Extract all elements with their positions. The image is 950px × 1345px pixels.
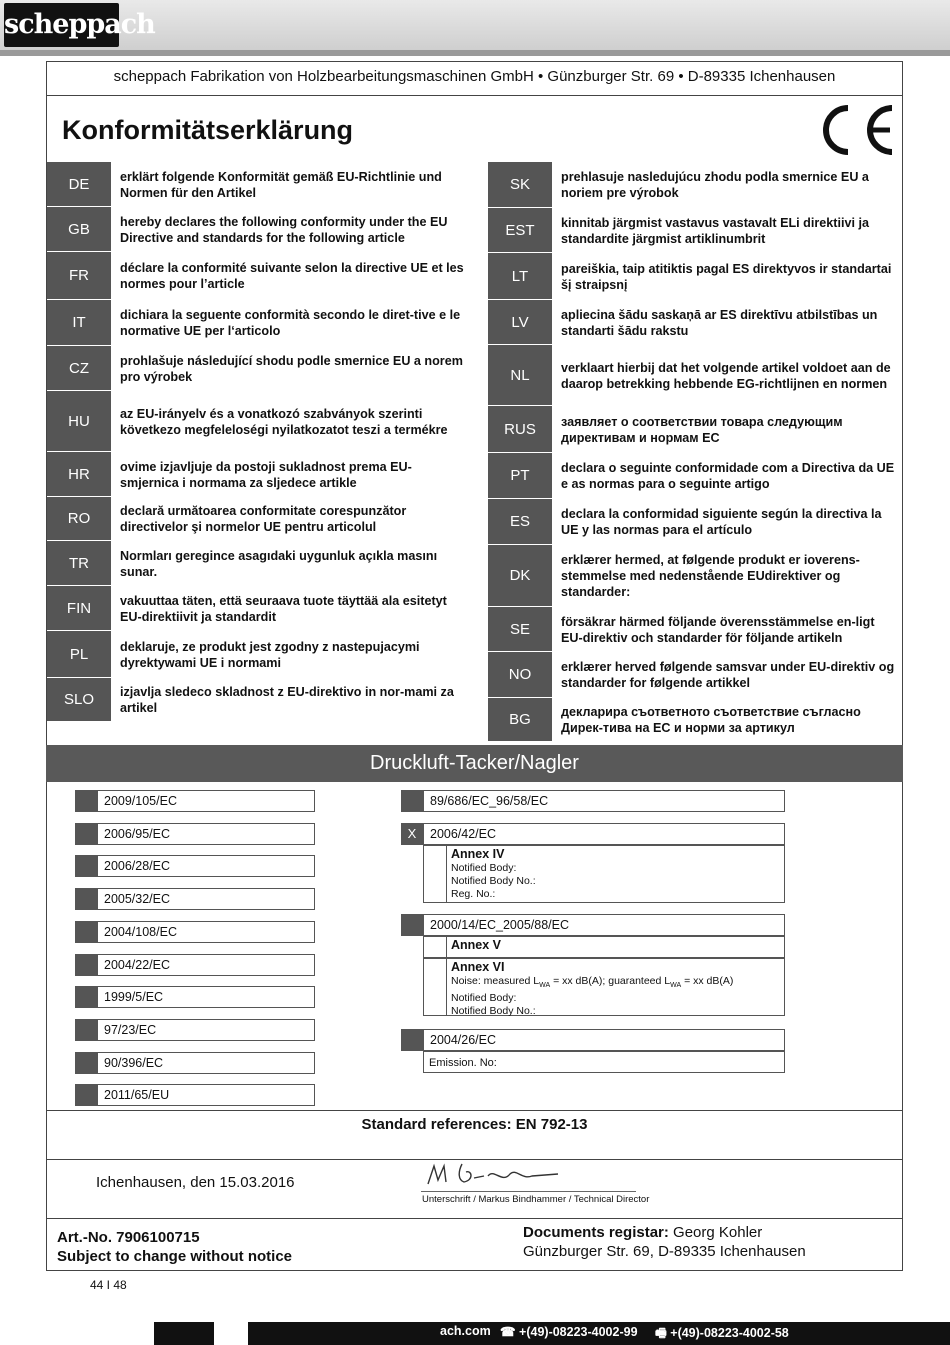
directive-checkbox[interactable] bbox=[401, 914, 423, 936]
footer-phone: ☎ +(49)-08223-4002-99 bbox=[500, 1325, 638, 1339]
language-code: HU bbox=[47, 391, 111, 451]
language-declaration-text: vakuuttaa täten, että seuraava tuote täyttää ala esitetyt EU-direktiivit ja standardit bbox=[120, 593, 447, 624]
language-declaration-text: ovime izjavljuje da postoji sukladnost prema EU-smjernica i normama za sljedece artikle bbox=[120, 459, 412, 490]
directive-checkbox[interactable] bbox=[75, 790, 97, 812]
language-declaration-text: az EU-irányelv és a vonatkozó szabványok szerinti következo megfeleloségi nyilatkozatot teszi a termékre bbox=[120, 406, 448, 437]
directive-checkbox[interactable] bbox=[75, 888, 97, 910]
language-declaration-text: заявляет о соответствии товара следующим директивам и нормам ЕС bbox=[561, 414, 843, 445]
language-declaration-text: hereby declares the following conformity under the EU Directive and standards for the following article bbox=[120, 214, 448, 245]
ce-mark-icon bbox=[812, 100, 896, 160]
directive-label: 2009/105/EC bbox=[97, 790, 315, 812]
language-declaration-text: prehlasuje nasledujúcu zhodu podla smernice EU a noriem pre výrobok bbox=[561, 170, 869, 200]
language-declaration-text: déclare la conformité suivante selon la directive UE et les normes pour l’article bbox=[120, 261, 464, 291]
language-code: SK bbox=[488, 162, 552, 207]
language-declaration-text: erklærer herved følgende samsvar under EU-direktiv og standarder for følgende artikkel bbox=[561, 660, 895, 690]
language-declaration-text: декларира съответното съответствие съгласно Дирек-тива на ЕС и норми за артикул bbox=[561, 705, 861, 735]
language-code: LV bbox=[488, 300, 552, 344]
language-declaration-text: izjavlja sledeco skladnost z EU-direktivo in nor-mami za artikel bbox=[120, 685, 454, 715]
directive-label: 2000/14/EC_2005/88/EC bbox=[423, 914, 785, 936]
language-code: TR bbox=[47, 541, 111, 585]
language-declaration-text: erklærer hermed, at følgende produkt er ioverens-stemmelse med nedenstående EUdirektiver og standarder: bbox=[561, 553, 860, 599]
language-code: BG bbox=[488, 698, 552, 741]
directive-label: 2006/95/EC bbox=[97, 823, 315, 845]
language-code: FR bbox=[47, 252, 111, 299]
directive-label: 2004/108/EC bbox=[97, 921, 315, 943]
directive-checkbox[interactable]: X bbox=[401, 823, 423, 845]
noise-line: Noise: measured $L_{WA}$ = xx dB(A); guaranteed $L_{WA}$ = xx dB(A) bbox=[451, 975, 734, 990]
directive-checkbox[interactable] bbox=[75, 1019, 97, 1041]
directive-label: 2006/42/EC bbox=[423, 823, 785, 845]
directive-checkbox[interactable] bbox=[75, 1052, 97, 1074]
language-declaration-text: kinnitab järgmist vastavus vastavalt ELi direktiivi ja standardite järgmist artiklinumbrit bbox=[561, 215, 869, 246]
directive-label: 2011/65/EU bbox=[97, 1084, 315, 1106]
language-declaration-text: Normları geregince asagıdaki uygunluk açıkla masını sunar. bbox=[120, 548, 438, 579]
directive-label: 1999/5/EC bbox=[97, 986, 315, 1008]
directive-checkbox[interactable] bbox=[75, 855, 97, 877]
annex-iv-box bbox=[423, 845, 785, 903]
signature-caption: Unterschrift / Markus Bindhammer / Technical Director bbox=[422, 1194, 650, 1205]
footer-gap bbox=[214, 1322, 248, 1345]
language-declaration-text: prohlašuje následující shodu podle smernice EU a norem pro výrobek bbox=[120, 353, 463, 384]
directive-label: 97/23/EC bbox=[97, 1019, 315, 1041]
emission-box: Emission. No: bbox=[423, 1051, 785, 1073]
annex-title: Annex VI bbox=[451, 960, 505, 974]
directive-label: 2004/26/EC bbox=[423, 1029, 785, 1051]
directive-checkbox[interactable] bbox=[75, 1084, 97, 1106]
footer-website[interactable]: ach.com bbox=[440, 1324, 491, 1338]
scheppach-logo: scheppach bbox=[4, 3, 119, 47]
signature-line bbox=[421, 1191, 636, 1192]
directive-label: 89/686/EC_96/58/EC bbox=[423, 790, 785, 812]
page-number: 44 I 48 bbox=[90, 1278, 127, 1292]
directive-checkbox[interactable] bbox=[75, 921, 97, 943]
directive-checkbox[interactable] bbox=[401, 1029, 423, 1051]
language-code: RO bbox=[47, 497, 111, 540]
documents-registrar: Documents registar: Georg Kohler bbox=[523, 1224, 763, 1241]
language-code: FIN bbox=[47, 586, 111, 630]
language-code: IT bbox=[47, 300, 111, 345]
directive-checkbox[interactable] bbox=[75, 986, 97, 1008]
signature-image bbox=[424, 1158, 564, 1194]
language-declaration-text: declara la conformidad siguiente según la directiva la UE y las normas para el artículo bbox=[561, 507, 882, 537]
annex-line: Notified Body No.: bbox=[451, 1005, 536, 1018]
registrar-address: Günzburger Str. 69, D-89335 Ichenhausen bbox=[523, 1243, 806, 1260]
annex-checkbox[interactable] bbox=[424, 937, 447, 957]
language-declaration-text: apliecina šādu saskaņā ar ES direktīvu atbilstības un standarti šādu rakstu bbox=[561, 307, 878, 338]
language-code: LT bbox=[488, 253, 552, 299]
divider bbox=[46, 1218, 903, 1219]
language-code: GB bbox=[47, 207, 111, 251]
article-number: Art.-No. 7906100715 bbox=[57, 1229, 200, 1246]
language-code: NL bbox=[488, 345, 552, 405]
language-code: EST bbox=[488, 208, 552, 252]
language-code: DE bbox=[47, 162, 111, 206]
directive-label: 2005/32/EC bbox=[97, 888, 315, 910]
standard-references: Standard references: EN 792-13 bbox=[361, 1116, 588, 1133]
footer-fax: 🖷 +(49)-08223-4002-58 bbox=[655, 1326, 789, 1340]
product-name-bar: Druckluft-Tacker/Nagler bbox=[46, 745, 903, 782]
language-declaration-text: deklaruje, ze produkt jest zgodny z nastepujacymi dyrektywami UE i normami bbox=[120, 639, 420, 670]
directive-label: 90/396/EC bbox=[97, 1052, 315, 1074]
annex-line: Notified Body: bbox=[451, 862, 517, 874]
place-date: Ichenhausen, den 15.03.2016 bbox=[96, 1174, 295, 1191]
company-line: scheppach Fabrikation von Holzbearbeitungsmaschinen GmbH • Günzburger Str. 69 • D-89335 Ichenhausen bbox=[113, 68, 836, 85]
page-title: Konformitätserklärung bbox=[62, 115, 354, 145]
annex-title: Annex IV bbox=[451, 847, 505, 861]
annex-vi-box bbox=[423, 958, 785, 1016]
language-code: SLO bbox=[47, 678, 111, 721]
language-code: RUS bbox=[488, 406, 552, 452]
annex-line: Notified Body No.: bbox=[451, 875, 536, 887]
language-declaration-text: dichiara la seguente conformità secondo le diret-tive e le normative UE per l‘articolo bbox=[120, 308, 461, 338]
directive-label: 2004/22/EC bbox=[97, 954, 315, 976]
language-declaration-text: declara o seguinte conformidade com a Directiva da UE e as normas para o seguinte artigo bbox=[561, 461, 895, 491]
language-code: ES bbox=[488, 499, 552, 544]
annex-v-box bbox=[423, 936, 785, 958]
language-code: DK bbox=[488, 545, 552, 606]
subject-change-note: Subject to change without notice bbox=[57, 1248, 293, 1265]
directive-checkbox[interactable] bbox=[75, 823, 97, 845]
language-code: PT bbox=[488, 453, 552, 498]
annex-checkbox[interactable] bbox=[424, 846, 447, 902]
divider bbox=[46, 95, 903, 96]
language-code: HR bbox=[47, 452, 111, 496]
annex-title: Annex V bbox=[451, 938, 502, 952]
annex-checkbox[interactable] bbox=[424, 959, 447, 1015]
language-declaration-text: försäkrar härmed följande överensstämmelse en-ligt EU-direktiv och standarder för följande artikeln bbox=[561, 614, 875, 645]
language-code: NO bbox=[488, 652, 552, 697]
annex-line: Notified Body: bbox=[451, 992, 517, 1005]
annex-line: Reg. No.: bbox=[451, 888, 496, 900]
language-declaration-text: verklaart hierbij dat het volgende artikel voldoet aan de daarop betrekking hebbende EG-richtlijnen en normen bbox=[561, 360, 891, 391]
language-code: CZ bbox=[47, 346, 111, 390]
language-code: SE bbox=[488, 607, 552, 651]
language-code: PL bbox=[47, 631, 111, 677]
language-declaration-text: erklärt folgende Konformität gemäß EU-Richtlinie und Normen für den Artikel bbox=[120, 169, 442, 200]
directive-checkbox[interactable] bbox=[401, 790, 423, 812]
directive-checkbox[interactable] bbox=[75, 954, 97, 976]
directive-label: 2006/28/EC bbox=[97, 855, 315, 877]
language-declaration-text: declară următoarea conformitate corespunzător directivelor şi normelor UE pentru articolul bbox=[120, 504, 407, 534]
language-declaration-text: pareiškia, taip atitiktis pagal ES direktyvos ir standartai šį straipsnį bbox=[561, 261, 892, 292]
